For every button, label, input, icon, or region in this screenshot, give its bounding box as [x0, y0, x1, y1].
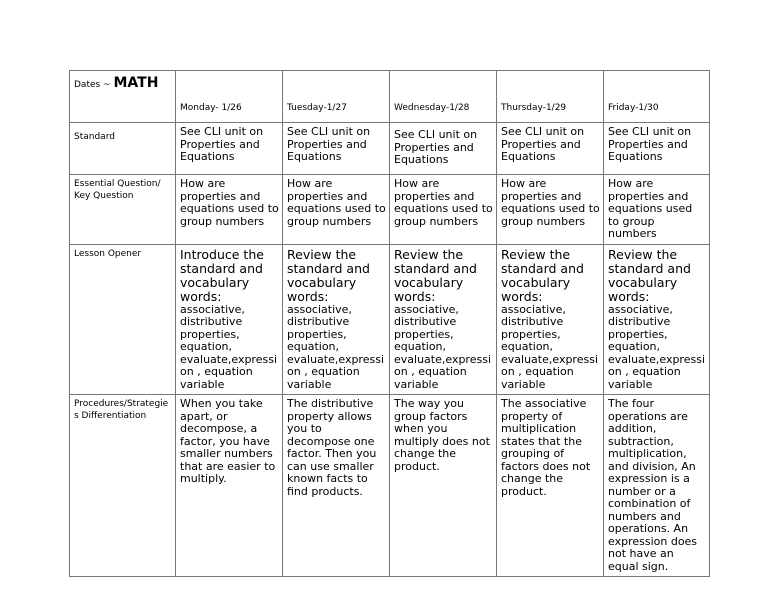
dates-title-cell	[70, 71, 176, 123]
essential-question-cell: How are properties and equations used to group numbers	[390, 175, 497, 245]
procedures-cell: The four operations are addition, subtraction, multiplication, and division, An expression is a number or a combination of numbers and operations. An expression does not have an equal sign.	[604, 395, 710, 577]
procedures-cell: When you take apart, or decompose, a factor, you have smaller numbers that are easier to multiply.	[176, 395, 283, 577]
row-label-lesson-opener: Lesson Opener	[70, 244, 176, 395]
opener-lead: Review the standard and vocabulary words:	[608, 246, 691, 304]
subject-title: MATH	[113, 75, 159, 91]
essential-question-cell: How are properties and equations used to group numbers	[604, 175, 710, 245]
opener-lead: Introduce the standard and vocabulary words:	[180, 246, 264, 304]
procedures-cell: The distributive property allows you to decompose one factor. Then you can use smaller known facts to find products.	[283, 395, 390, 577]
row-label-standard: Standard	[70, 123, 176, 175]
standard-cell: See CLI unit on Properties and Equations	[176, 123, 283, 175]
lesson-opener-row	[70, 244, 710, 395]
lesson-opener-cell	[497, 244, 604, 395]
day-header-tuesday: Tuesday-1/27	[283, 71, 390, 123]
essential-question-cell: How are properties and equations used to group numbers	[283, 175, 390, 245]
procedures-cell: The way you group factors when you multiply does not change the product.	[390, 395, 497, 577]
opener-vocabulary: associative, distributive properties, equation, evaluate,expression , equation variable	[501, 302, 598, 391]
standard-cell: See CLI unit on Properties and Equations	[604, 123, 710, 175]
day-header-thursday: Thursday-1/29	[497, 71, 604, 123]
standard-cell: See CLI unit on Properties and Equations	[390, 123, 497, 175]
essential-question-cell: How are properties and equations used to group numbers	[497, 175, 604, 245]
lesson-opener-cell	[176, 244, 283, 395]
opener-lead: Review the standard and vocabulary words:	[394, 246, 477, 304]
row-label-essential-question: Essential Question/ Key Question	[70, 175, 176, 245]
lesson-opener-cell	[604, 244, 710, 395]
opener-vocabulary: associative, distributive properties, equation, evaluate,expression , equation variable	[180, 302, 277, 391]
row-label-procedures: Procedures/Strategies Differentiation	[70, 395, 176, 577]
opener-vocabulary: associative, distributive properties, equation, evaluate,expression , equation variable	[287, 302, 384, 391]
lesson-opener-cell	[390, 244, 497, 395]
standard-row	[70, 123, 710, 175]
lesson-opener-cell	[283, 244, 390, 395]
standard-cell: See CLI unit on Properties and Equations	[283, 123, 390, 175]
day-header-friday: Friday-1/30	[604, 71, 710, 123]
opener-vocabulary: associative, distributive properties, equation, evaluate,expression , equation variable	[608, 302, 705, 391]
opener-lead: Review the standard and vocabulary words:	[287, 246, 370, 304]
lesson-plan-table	[69, 70, 710, 577]
procedures-row	[70, 395, 710, 577]
essential-question-cell: How are properties and equations used to group numbers	[176, 175, 283, 245]
opener-vocabulary: associative, distributive properties, equation, evaluate,expression , equation variable	[394, 302, 491, 391]
day-header-wednesday: Wednesday-1/28	[390, 71, 497, 123]
essential-question-row	[70, 175, 710, 245]
day-header-monday: Monday- 1/26	[176, 71, 283, 123]
procedures-cell: The associative property of multiplication states that the grouping of factors does not change the product.	[497, 395, 604, 577]
header-row	[70, 71, 710, 123]
opener-lead: Review the standard and vocabulary words:	[501, 246, 584, 304]
standard-cell: See CLI unit on Properties and Equations	[497, 123, 604, 175]
dates-label: Dates ~	[74, 80, 114, 90]
